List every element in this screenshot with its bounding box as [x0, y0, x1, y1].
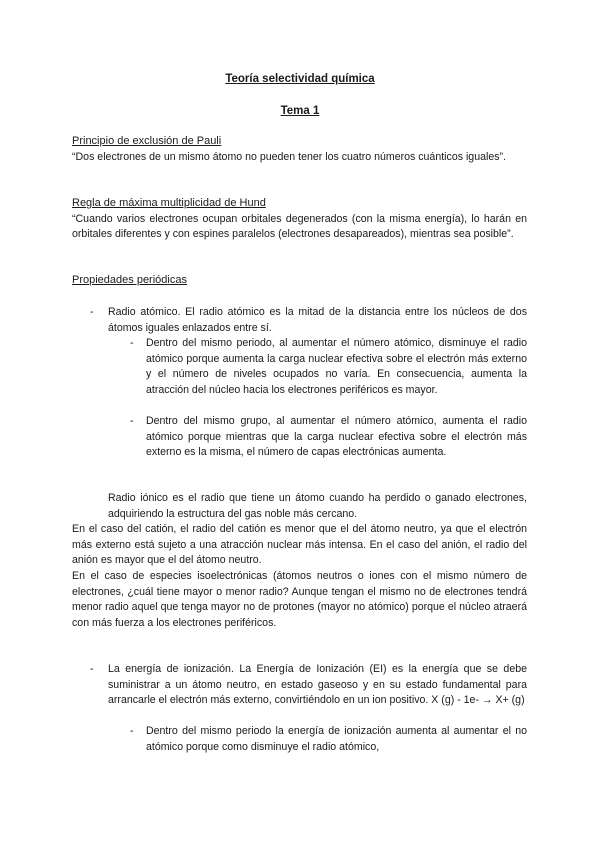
pauli-section — [72, 134, 527, 165]
ionization-periodo-text: Dentro del mismo periodo la energía de ionización aumenta al aumentar el no atómico porque como disminuye el radio atómico, — [146, 725, 527, 753]
hund-text: “Cuando varios electrones ocupan orbitales degenerados (con la misma energía), lo harán en orbitales diferentes y con espines paralelos (electrones desapareados), mientras sea posible”. — [72, 212, 527, 241]
hund-heading: Regla de máxima multiplicidad de Hund — [72, 197, 266, 209]
properties-heading: Propiedades periódicas — [72, 274, 187, 286]
sub-bullet-marker: - — [130, 415, 134, 427]
radio-periodo-text: Dentro del mismo periodo, al aumentar el número atómico, disminuye el radio atómico porque aumenta la carga nuclear efectiva sobre el electrón más externo y el número de niveles ocupados no varía. En consecuencia, aumenta la atracción del núcleo hacia los electrones periféricos es mayor. — [146, 337, 527, 396]
ionization-text: La energía de ionización. La Energía de Ionización (EI) es la energía que se debe suministrar a un átomo neutro, en estado gaseoso y en su estado fundamental para arrancarle el electrón más externo, convirtiéndolo en un ion positivo. X (g) - 1e- → X+ (g) — [108, 663, 527, 707]
radio-atomico-text: Radio atómico. El radio atómico es la mitad de la distancia entre los núcleos de dos átomos iguales enlazados entre sí. — [108, 306, 527, 334]
pauli-heading: Principio de exclusión de Pauli — [72, 135, 222, 147]
bullet-marker: - — [90, 306, 94, 318]
isoelectronic-text: En el caso de especies isoelectrónicas (átomos neutros o iones con el mismo número de electrones, ¿cuál tiene mayor o menor radio? Aunque tengan el mismo no de electrones tendrá menor radio aquel que tenga mayor no de protones (mayor no atómico) porque el núcleo atraerá con más fuerza a los electrones periféricos. — [72, 570, 527, 629]
sub-bullet-marker: - — [130, 725, 134, 737]
radio-grupo-text: Dentro del mismo grupo, al aumentar el número atómico, aumenta el radio atómico porque mientras que la carga nuclear efectiva sobre el electrón más externo es la misma, el número de capas electrónicas aumenta. — [146, 415, 527, 459]
sub-bullet-marker: - — [130, 337, 134, 349]
properties-section — [72, 273, 527, 289]
document-subtitle: Tema 1 — [280, 105, 320, 117]
hund-section — [72, 196, 527, 243]
radio-ionico-text: Radio iónico es el radio que tiene un átomo cuando ha perdido o ganado electrones, adquiriendo la estructura del gas noble más cercano. — [108, 492, 527, 520]
cation-anion-text: En el caso del catión, el radio del catión es menor que el del átomo neutro, ya que el electrón más externo está sujeto a una atracción nuclear más intensa. En el caso del anión, el radio del anión es mayor que el del átomo neutro. — [72, 523, 527, 567]
pauli-text: “Dos electrones de un mismo átomo no pueden tener los cuatro números cuánticos iguales”. — [72, 150, 506, 163]
bullet-marker: - — [90, 663, 94, 675]
document-title: Teoría selectividad química — [225, 73, 375, 85]
